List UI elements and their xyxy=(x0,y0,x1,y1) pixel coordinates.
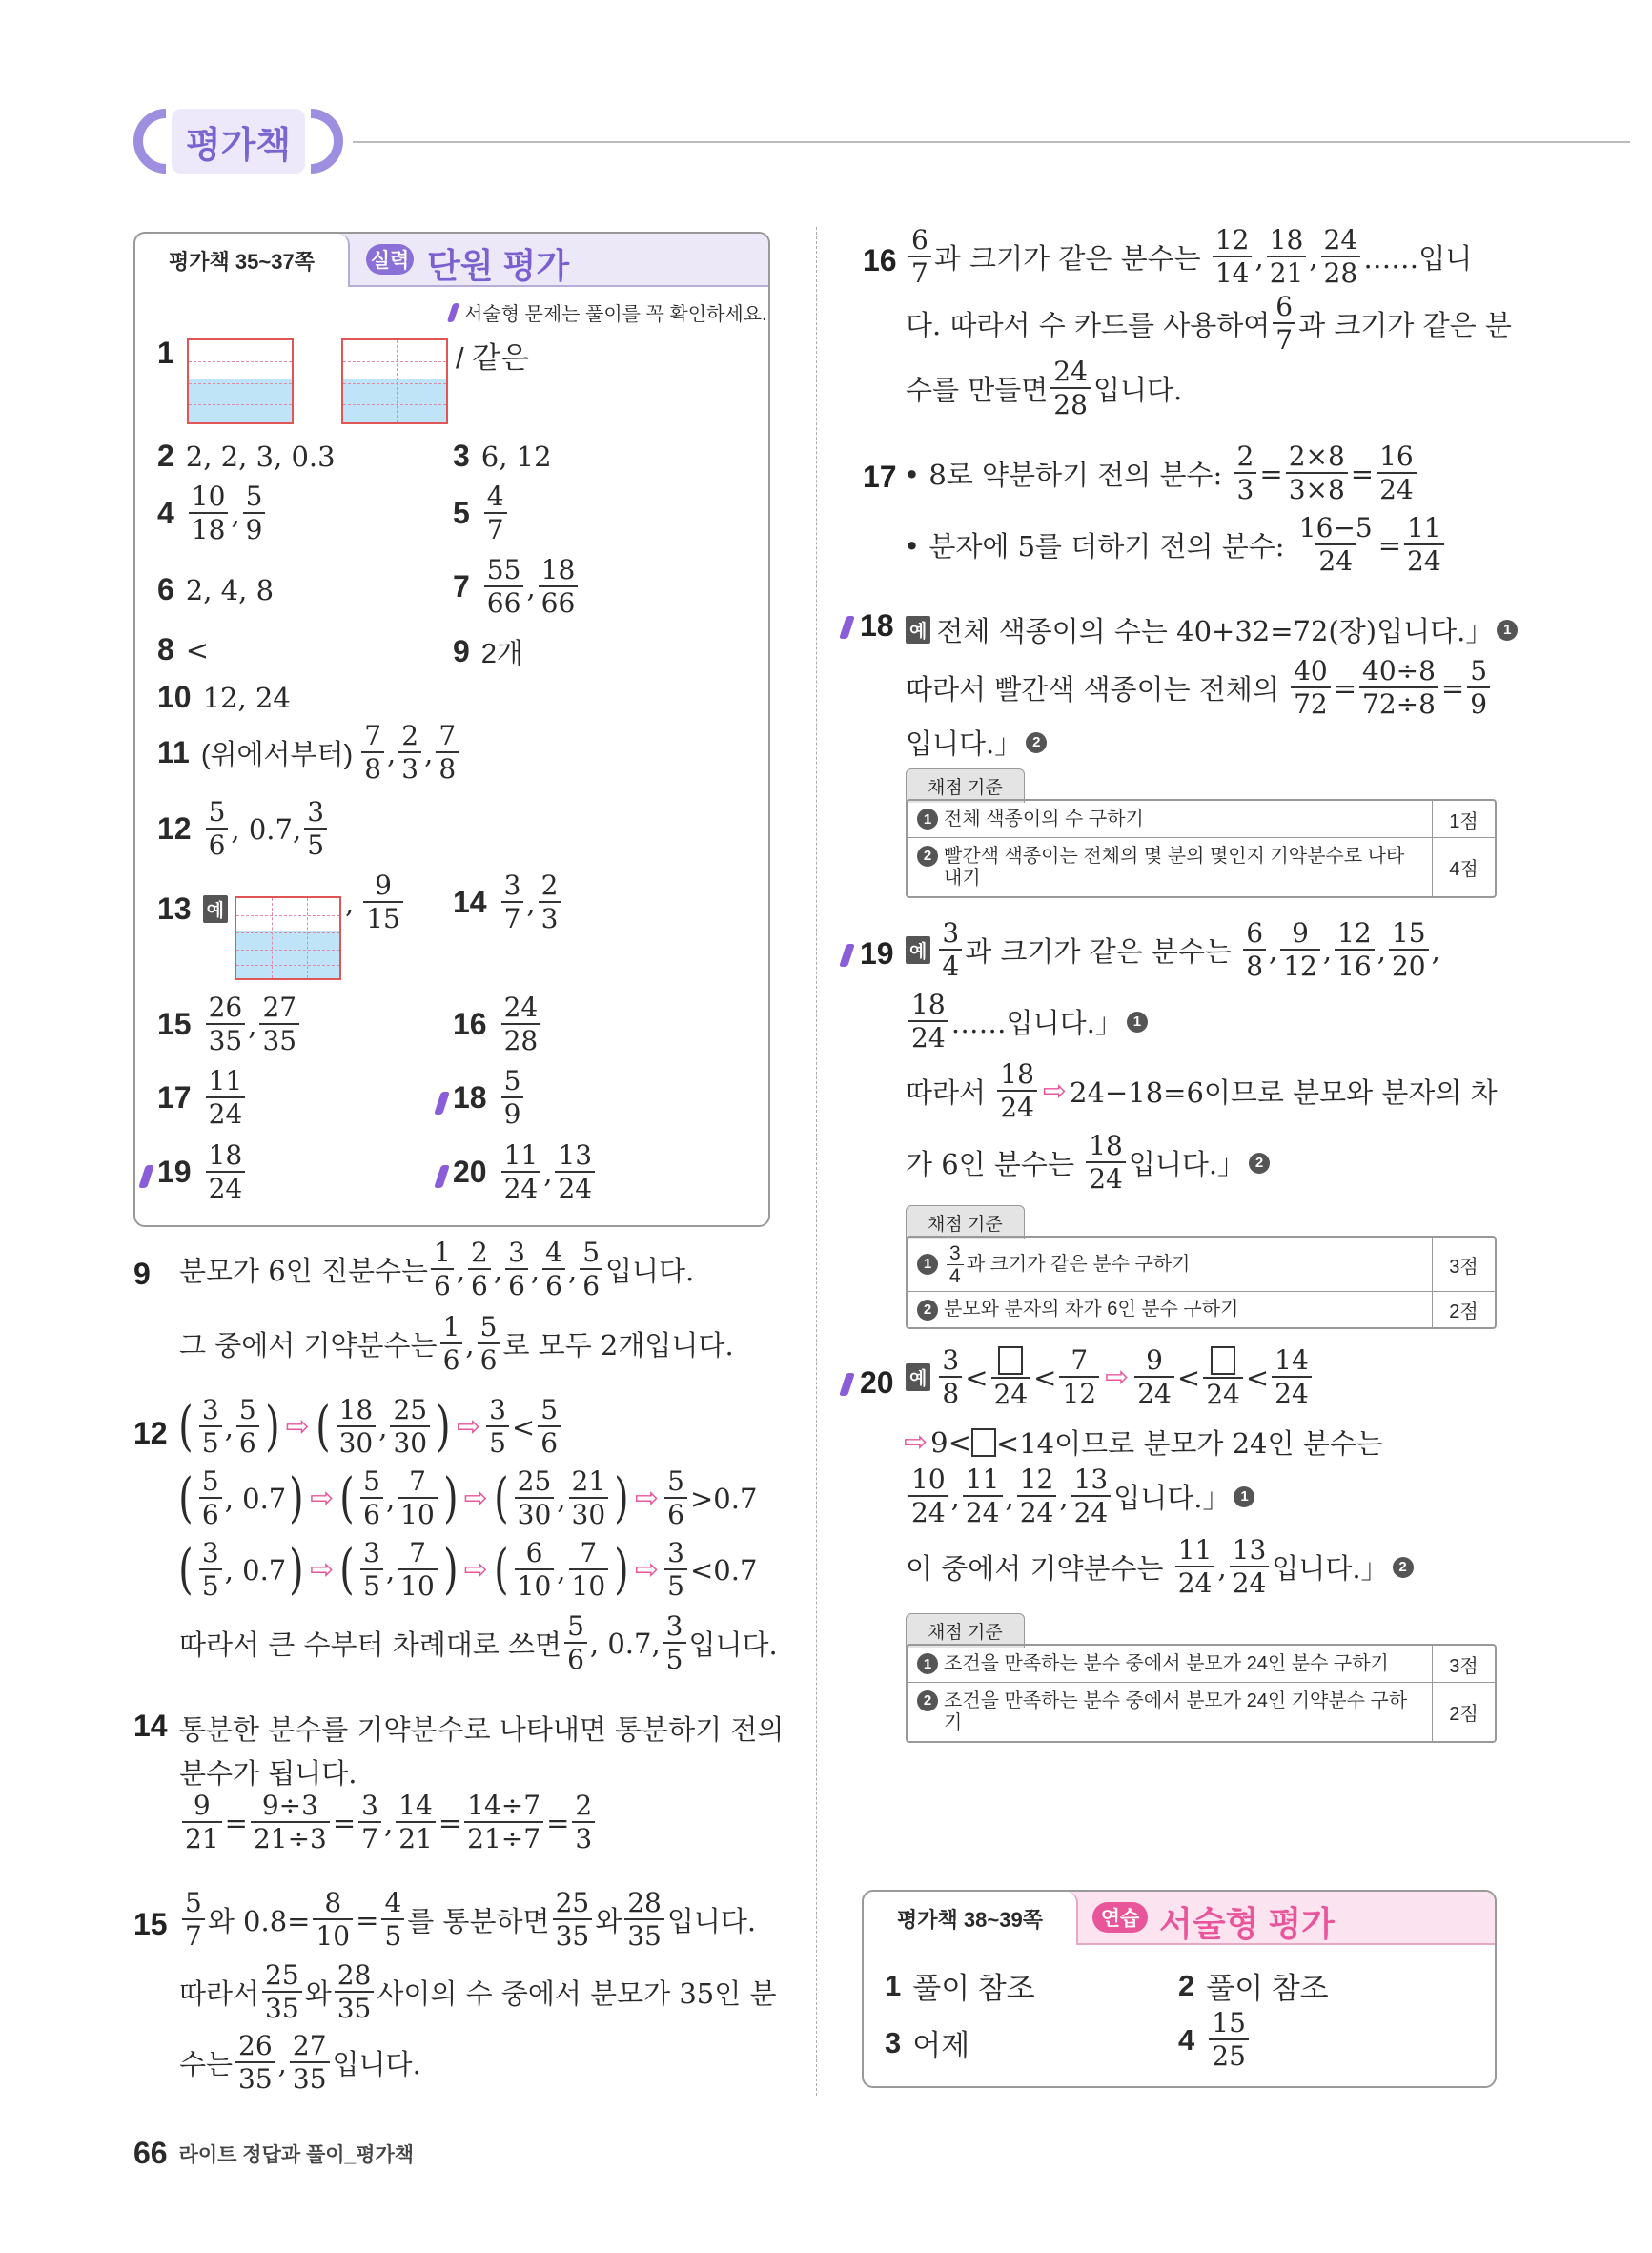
step-marker-2-icon: 2 xyxy=(1026,732,1047,753)
box2-answer-4: 4 15 25 xyxy=(1178,2010,1252,2070)
solution-14-line1: 통분한 분수를 기약분수로 나타내면 통분하기 전의 xyxy=(179,1713,785,1746)
box2-title: 서술형 평가 xyxy=(1159,1904,1335,1943)
answer-12: 12 5 6 , 0.7, 3 5 xyxy=(157,799,330,859)
pen-icon xyxy=(447,303,459,322)
solution-9-line2: 그 중에서 기약분수는 1 6 , 5 6 로 모두 2개입니다. xyxy=(179,1311,734,1376)
arrow-icon: ⇨ xyxy=(635,1553,660,1587)
solution-20-line2: ⇨ 9< <14이므로 분모가 24인 분수는 xyxy=(904,1425,1383,1460)
header-title: 평가책 xyxy=(185,125,292,166)
solution-16-line3: 수를 만들면 24 28 입니다. xyxy=(906,356,1183,420)
box-title: 단원 평가 xyxy=(427,246,570,285)
answer-10: 10 12, 24 xyxy=(157,680,291,714)
answer-4: 4 10 18 , 5 9 xyxy=(157,483,268,543)
step-marker-1-icon: 1 xyxy=(1234,1486,1254,1507)
solution-19-line3: 따라서 18 24 ⇨ 24−18=6이므로 분모와 분자의 차 xyxy=(906,1058,1498,1123)
column-divider xyxy=(816,227,817,2096)
solution-20-line1: 예 3 8 < 24 < 7 12 ⇨ 9 24 < 24 < 14 24 xyxy=(906,1346,1315,1408)
solution-12-line2: ( 5 6 , 0.7 ) ⇨ ( 5 6 , 7 10 ) ⇨ ( 25 30 , 21 30 ) ⇨ 5 6 >0.7 xyxy=(178,1465,758,1530)
solution-19-line1: 예 3 4 과 크기가 같은 분수는 6 8 , 9 12 , 12 16 , 15 20 , xyxy=(906,920,1440,980)
rubric-20: 1 조건을 만족하는 분수 중에서 분모가 24인 분수 구하기 3점 2 조건을 만족하는 분수 중에서 분모가 24인 기약분수 구하기 2점 xyxy=(906,1644,1497,1743)
box2-pages-tab: 평가책 38~39쪽 xyxy=(864,1892,1078,1945)
box-pages-tab: 평가책 35~37쪽 xyxy=(135,234,350,287)
header-rule xyxy=(353,141,1630,143)
solution-14-line2: 분수가 됩니다. xyxy=(179,1757,357,1790)
fraction-grid-b xyxy=(341,338,448,424)
box2-answer-3: 3 어제 xyxy=(885,2025,970,2062)
box2-badge: 연습 xyxy=(1092,1902,1148,1933)
answer-5: 5 4 7 xyxy=(453,483,510,543)
solution-9-line1: 분모가 6인 진분수는 1 6 , 2 6 , 3 6 , 4 6 , 5 6 입니다. xyxy=(179,1237,695,1301)
solution-20-line4: 이 중에서 기약분수는 11 24 , 13 24 입니다.」 2 xyxy=(906,1537,1414,1597)
arrow-icon: ⇨ xyxy=(456,1410,481,1444)
solution-20-line3: 10 24 , 11 24 , 12 24 , 13 24 입니다.」 1 xyxy=(906,1466,1254,1526)
pen-icon xyxy=(839,616,855,639)
answer-15: 15 26 35 , 27 35 xyxy=(157,994,302,1055)
blank-box xyxy=(971,1428,996,1457)
arrow-icon: ⇨ xyxy=(635,1482,660,1515)
arrow-icon: ⇨ xyxy=(463,1553,488,1587)
solution-14-line3: 9 21 = 9÷3 21÷3 = 3 7 , 14 21 = 14÷7 21÷7 = 2 3 xyxy=(179,1792,598,1853)
arrow-icon: ⇨ xyxy=(1042,1075,1068,1108)
solution-15-line1: 5 7 와 0.8= $\frac{8}{10}$ = 4 5 를 통분하면 25 35 와 28 35 입니다. xyxy=(179,1890,756,1950)
solution-18-line2: 따라서 빨간색 색종이는 전체의 40 72 = 40÷8 72÷8 = 5 9 xyxy=(906,658,1493,718)
answer-18: 18 5 9 xyxy=(453,1068,526,1128)
answer-11: 11 (위에서부터) 7 8 , 2 3 , 7 8 xyxy=(157,723,461,783)
arrow-icon: ⇨ xyxy=(1105,1361,1130,1394)
arrow-icon: ⇨ xyxy=(463,1482,488,1515)
solution-17-line1: • 8로 약분하기 전의 분수: 2 3 = 2×8 3×8 = 16 24 xyxy=(904,443,1419,503)
box2-answer-1: 1 풀이 참조 xyxy=(885,1968,1035,2005)
answer-6: 6 2, 4, 8 xyxy=(157,572,275,606)
page-number: 66 xyxy=(133,2136,168,2170)
fraction-grid-a xyxy=(187,338,294,424)
solution-12-line4: 따라서 큰 수부터 차례대로 쓰면 5 6 , 0.7, 3 5 입니다. xyxy=(179,1610,778,1675)
answer-8: 8 < xyxy=(157,632,210,666)
solution-number: 20 xyxy=(860,1365,894,1400)
box-note-text: 서술형 문제는 풀이를 꼭 확인하세요. xyxy=(464,304,767,325)
fraction-grid-c xyxy=(235,896,341,980)
solution-15-line2: 따라서 25 35 와 28 35 사이의 수 중에서 분모가 35인 분 xyxy=(179,1959,777,2024)
answer-text: / 같은 xyxy=(456,341,530,375)
pen-icon xyxy=(839,944,855,967)
solution-17-line2: • 분자에 5를 더하기 전의 분수: 16−5 24 = 11 24 xyxy=(904,515,1447,575)
solution-12-line3: ( 3 5 , 0.7 ) ⇨ ( 3 5 , 7 10 ) ⇨ ( 6 10 , 7 10 ) ⇨ 3 5 <0.7 xyxy=(178,1537,758,1602)
solution-number: 15 xyxy=(133,1907,168,1941)
blank-box xyxy=(1211,1346,1235,1375)
solution-number: 17 xyxy=(863,460,897,494)
header-bracket-left-icon xyxy=(133,109,166,174)
rubric-18: 1 전체 색종이의 수 구하기 1점 2 빨간색 색종이는 전체의 몇 분의 몇인지 기약분수로 나타내기 4점 xyxy=(906,799,1497,898)
solution-number: 14 xyxy=(133,1709,168,1743)
solution-12-line1: ( 3 5 , 5 6 ) ⇨ ( 18 30 , 25 30 ) ⇨ 3 5 < 5 6 xyxy=(175,1397,563,1457)
step-marker-1-icon: 1 xyxy=(1497,620,1518,641)
answer-20: 20 11 24 , 13 24 xyxy=(453,1142,598,1202)
solution-number: 19 xyxy=(860,936,894,971)
answer-19: 19 18 24 xyxy=(157,1142,248,1202)
pen-icon xyxy=(839,1373,855,1396)
answer-9: 9 2개 xyxy=(453,634,523,669)
arrow-icon: ⇨ xyxy=(310,1553,335,1587)
answer-13: 13 예 xyxy=(157,891,234,927)
solution-18-line1: 예 전체 색종이의 수는 40+32=72(장)입니다.」 1 xyxy=(906,610,1518,649)
solution-number: 9 xyxy=(133,1257,151,1291)
arrow-icon: ⇨ xyxy=(285,1410,310,1444)
rubric-tag: 채점 기준 xyxy=(906,1613,1025,1648)
solution-19-line4: 가 6인 분수는 18 24 입니다.」 2 xyxy=(906,1133,1270,1193)
rubric-19: 1 3 4 과 크기가 같은 분수 구하기 3점 2 분모와 분자의 차가 6인 분수 구하기 2점 xyxy=(906,1236,1497,1329)
blank-box xyxy=(998,1346,1023,1375)
solution-number: 12 xyxy=(133,1416,168,1450)
answer-17: 17 11 24 xyxy=(157,1068,248,1128)
answer-14: 14 3 7 , 2 3 xyxy=(453,872,563,932)
solution-16-line2: 다. 따라서 수 카드를 사용하여 6 7 과 크기가 같은 분 xyxy=(906,291,1512,356)
step-marker-2-icon: 2 xyxy=(1249,1153,1270,1174)
box-note xyxy=(450,298,767,326)
answer-13-fraction: , 9 15 xyxy=(345,872,406,932)
solution-15-line3: 수는 26 35 , 27 35 입니다. xyxy=(179,2030,421,2095)
solution-18-line3: 입니다.」 2 xyxy=(906,723,1047,762)
header-bracket-right-icon xyxy=(311,109,343,174)
arrow-icon: ⇨ xyxy=(310,1482,335,1515)
box2-answer-2: 2 풀이 참조 xyxy=(1178,1968,1329,2005)
header-title-pill xyxy=(172,109,305,174)
arrow-icon: ⇨ xyxy=(904,1425,928,1459)
footer xyxy=(133,2136,414,2171)
rubric-tag: 채점 기준 xyxy=(906,1205,1025,1239)
answer-3: 3 6, 12 xyxy=(453,439,552,473)
footer-text: 라이트 정답과 풀이_평가책 xyxy=(178,2143,415,2166)
answer-7: 7 55 66 , 18 66 xyxy=(453,557,581,617)
step-marker-2-icon: 2 xyxy=(1393,1557,1414,1578)
solution-19-line2: 18 24 ……입니다.」 1 xyxy=(906,992,1148,1052)
answer-2: 2 2, 2, 3, 0.3 xyxy=(157,439,336,473)
rubric-tag: 채점 기준 xyxy=(906,768,1025,803)
solution-number: 18 xyxy=(860,608,894,643)
answer-16: 16 24 28 xyxy=(453,994,543,1055)
solution-number: 16 xyxy=(863,243,897,277)
step-marker-1-icon: 1 xyxy=(1127,1012,1148,1033)
header xyxy=(133,103,1497,179)
box-badge: 실력 xyxy=(366,244,414,275)
solution-16-line1: 6 7 과 크기가 같은 분수는 12 14 , 18 21 , 24 28 ……입니 xyxy=(906,227,1472,287)
answer-number: 1 xyxy=(157,336,174,370)
